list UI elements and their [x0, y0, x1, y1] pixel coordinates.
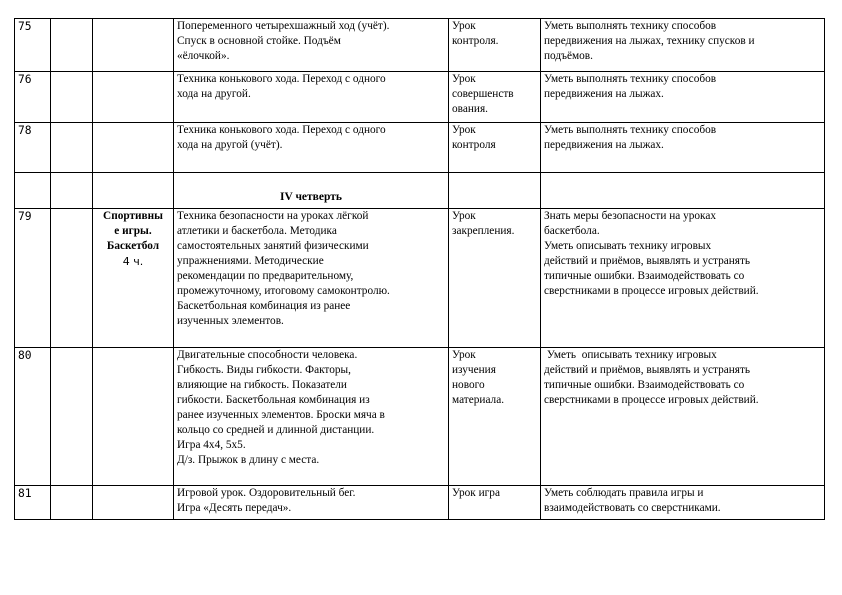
type-line: контроля. [452, 35, 499, 47]
requirement-line: типичные ошибки. Взаимодействовать со [544, 270, 745, 282]
lesson-content [174, 72, 449, 123]
lesson-number: 76 [15, 72, 51, 123]
requirement-line: Знать меры безопасности на уроках [544, 210, 717, 222]
lesson-number: 79 [15, 209, 51, 348]
content-line: Двигательные способности человека. [177, 349, 358, 361]
content-line: Баскетбольная комбинация из ранее [177, 300, 351, 312]
requirement-line: взаимодействовать со сверстниками. [544, 502, 721, 514]
content-line: хода на другой. [177, 88, 251, 100]
empty-cell [93, 72, 174, 123]
table-row [15, 72, 825, 123]
table-row [15, 123, 825, 173]
requirement-line: сверстниками в процессе игровых действий. [544, 394, 759, 406]
requirement-line: Уметь выполнять технику способов [544, 124, 717, 136]
content-line: хода на другой (учёт). [177, 139, 283, 151]
type-line: нового [452, 379, 485, 391]
empty-cell [93, 19, 174, 72]
content-line: Спуск в основной стойке. Подъём [177, 35, 341, 47]
empty-cell [51, 348, 93, 486]
lesson-content [174, 123, 449, 173]
content-line: «ёлочкой». [177, 50, 230, 62]
quarter-heading: IV четверть [174, 173, 449, 209]
type-line: Урок [452, 124, 476, 136]
content-line: Гибкость. Виды гибкости. Факторы, [177, 364, 351, 376]
section-title [93, 209, 174, 348]
section-title-line: Спортивны [103, 210, 163, 222]
requirement-line: подъёмов. [544, 50, 593, 62]
table-row [15, 486, 825, 520]
section-title-line: Баскетбол [106, 240, 160, 252]
empty-cell [15, 173, 51, 209]
requirement-line: Уметь выполнять технику способов [544, 20, 717, 32]
requirement-line: Уметь описывать технику игровых [544, 349, 717, 361]
type-line: изучения [452, 364, 496, 376]
requirement-line: передвижения на лыжах. [544, 88, 664, 100]
content-line: Техника безопасности на уроках лёгкой [177, 210, 369, 222]
empty-cell [541, 173, 825, 209]
lesson-requirements [541, 123, 825, 173]
requirement-line: Уметь соблюдать правила игры и [544, 487, 704, 499]
lesson-number: 80 [15, 348, 51, 486]
content-line: Техника конькового хода. Переход с одного [177, 124, 386, 136]
content-line: ранее изученных элементов. Броски мяча в [177, 409, 385, 421]
table-row [15, 19, 825, 72]
lesson-content [174, 19, 449, 72]
empty-cell [93, 173, 174, 209]
empty-cell [93, 348, 174, 486]
type-line: совершенств [452, 88, 514, 100]
lesson-number: 81 [15, 486, 51, 520]
lesson-number: 78 [15, 123, 51, 173]
lesson-requirements [541, 19, 825, 72]
lesson-type [449, 123, 541, 173]
content-line: гибкости. Баскетбольная комбинация из [177, 394, 370, 406]
type-line: Урок [452, 210, 476, 222]
type-line: контроля [452, 139, 496, 151]
empty-cell [93, 486, 174, 520]
content-line: кольцо со средней и длинной дистанции. [177, 424, 375, 436]
section-title-line: е игры. [114, 225, 152, 237]
empty-cell [93, 123, 174, 173]
lesson-type [449, 209, 541, 348]
type-line: ования. [452, 103, 488, 115]
content-line: Игровой урок. Оздоровительный бег. [177, 487, 356, 499]
requirement-line: сверстниками в процессе игровых действий. [544, 285, 759, 297]
lesson-requirements [541, 348, 825, 486]
content-line: промежуточному, итоговому самоконтролю. [177, 285, 390, 297]
quarter-row [15, 173, 825, 209]
type-line: Урок [452, 349, 476, 361]
type-line: Урок [452, 20, 476, 32]
empty-cell [51, 123, 93, 173]
table-row [15, 209, 825, 348]
content-line: Игра 4х4, 5х5. [177, 439, 246, 451]
content-line: самостоятельных занятий физическими [177, 240, 369, 252]
type-line: Урок [452, 73, 476, 85]
content-line: изученных элементов. [177, 315, 284, 327]
empty-cell [51, 173, 93, 209]
type-line: Урок игра [452, 487, 500, 499]
requirement-line: передвижения на лыжах, технику спусков и [544, 35, 755, 47]
lesson-requirements [541, 486, 825, 520]
content-line: упражнениями. Методические [177, 255, 324, 267]
lesson-content [174, 486, 449, 520]
lesson-type [449, 72, 541, 123]
requirement-line: баскетбола. [544, 225, 600, 237]
content-line: Попеременного четырехшажный ход (учёт). [177, 20, 390, 32]
lesson-content [174, 209, 449, 348]
table-row [15, 348, 825, 486]
lesson-content [174, 348, 449, 486]
type-line: закрепления. [452, 225, 515, 237]
requirement-line: Уметь выполнять технику способов [544, 73, 717, 85]
lesson-number: 75 [15, 19, 51, 72]
empty-cell [51, 209, 93, 348]
content-line: влияющие на гибкость. Показатели [177, 379, 347, 391]
empty-cell [51, 72, 93, 123]
lesson-plan-table [14, 18, 825, 520]
content-line: атлетики и баскетбола. Методика [177, 225, 337, 237]
content-line: Д/з. Прыжок в длину с места. [177, 454, 320, 466]
content-line: Техника конькового хода. Переход с одного [177, 73, 386, 85]
section-hours: 4 ч. [122, 255, 144, 268]
lesson-type [449, 348, 541, 486]
lesson-requirements [541, 209, 825, 348]
lesson-type [449, 19, 541, 72]
empty-cell [449, 173, 541, 209]
content-line: Игра «Десять передач». [177, 502, 292, 514]
requirement-line: типичные ошибки. Взаимодействовать со [544, 379, 745, 391]
empty-cell [51, 19, 93, 72]
content-line: рекомендации по предварительному, [177, 270, 354, 282]
requirement-line: Уметь описывать технику игровых [544, 240, 712, 252]
requirement-line: передвижения на лыжах. [544, 139, 664, 151]
type-line: материала. [452, 394, 505, 406]
empty-cell [51, 486, 93, 520]
requirement-line: действий и приёмов, выявлять и устранять [544, 255, 751, 267]
lesson-requirements [541, 72, 825, 123]
lesson-type [449, 486, 541, 520]
requirement-line: действий и приёмов, выявлять и устранять [544, 364, 751, 376]
